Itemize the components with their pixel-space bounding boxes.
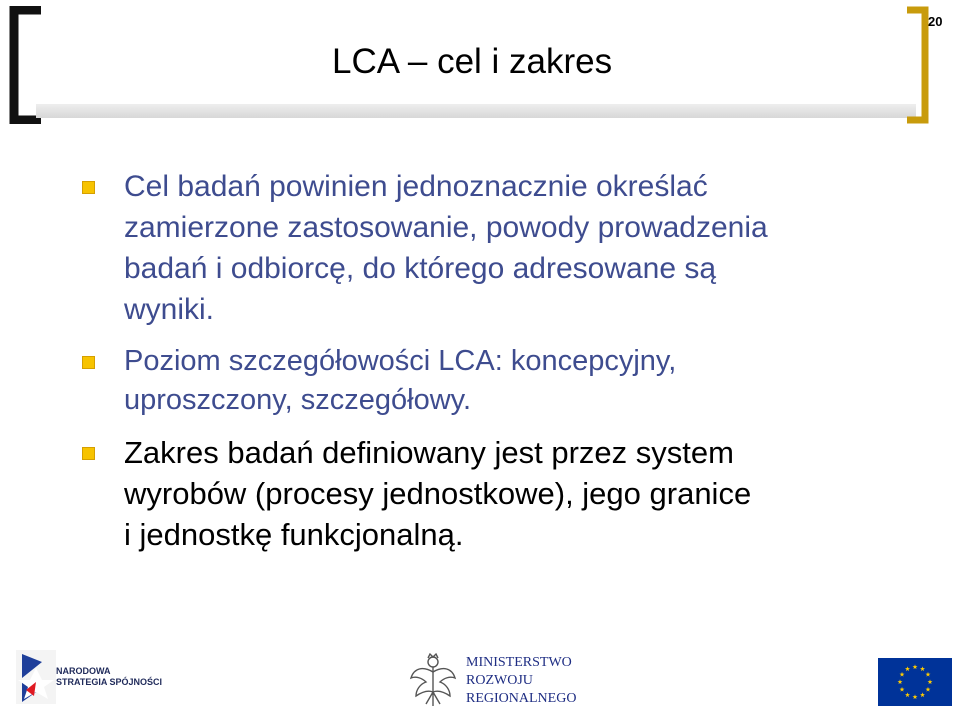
eu-flag-icon xyxy=(878,658,952,706)
nss-line2: STRATEGIA SPÓJNOŚCI xyxy=(56,677,163,687)
square-bullet-icon xyxy=(82,181,95,194)
nss-logo-icon xyxy=(12,648,60,706)
bullet-item-scope xyxy=(78,432,908,555)
polish-eagle-icon xyxy=(408,652,458,708)
bullet-line: zamierzone zastosowanie, powody prowadzenia xyxy=(124,211,768,244)
ministry-line3: REGIONALNEGO xyxy=(466,691,577,706)
slide-title: LCA – cel i zakres xyxy=(332,42,613,81)
title-underline-bar xyxy=(36,104,916,118)
bullet-list xyxy=(78,166,908,555)
ministry-line2: ROZWOJU xyxy=(466,673,533,688)
ministry-line1: MINISTERSTWO xyxy=(466,655,572,670)
bullet-line: Poziom szczegółowości LCA: koncepcyjny, xyxy=(124,345,677,377)
nss-logo-text xyxy=(56,666,162,688)
ministry-logo-text xyxy=(466,654,576,708)
page-number: 20 xyxy=(928,14,943,29)
square-bullet-icon xyxy=(82,356,95,369)
bullet-line: wyniki. xyxy=(124,293,215,326)
square-bullet-icon xyxy=(82,447,95,460)
bullet-line: Cel badań powinien jednoznacznie określać xyxy=(124,170,708,203)
bullet-line: uproszczony, szczegółowy. xyxy=(124,384,472,416)
bullet-line: Zakres badań definiowany jest przez system xyxy=(124,435,734,470)
bullet-line: wyrobów (procesy jednostkowe), jego granice xyxy=(124,476,752,511)
bullet-line: badań i odbiorcę, do którego adresowane są xyxy=(124,252,717,285)
bullet-item-detail-level xyxy=(78,342,908,420)
nss-line1: NARODOWA xyxy=(56,666,111,676)
bullet-item-goal xyxy=(78,166,908,330)
bullet-line: i jednostkę funkcjonalną. xyxy=(124,517,464,552)
